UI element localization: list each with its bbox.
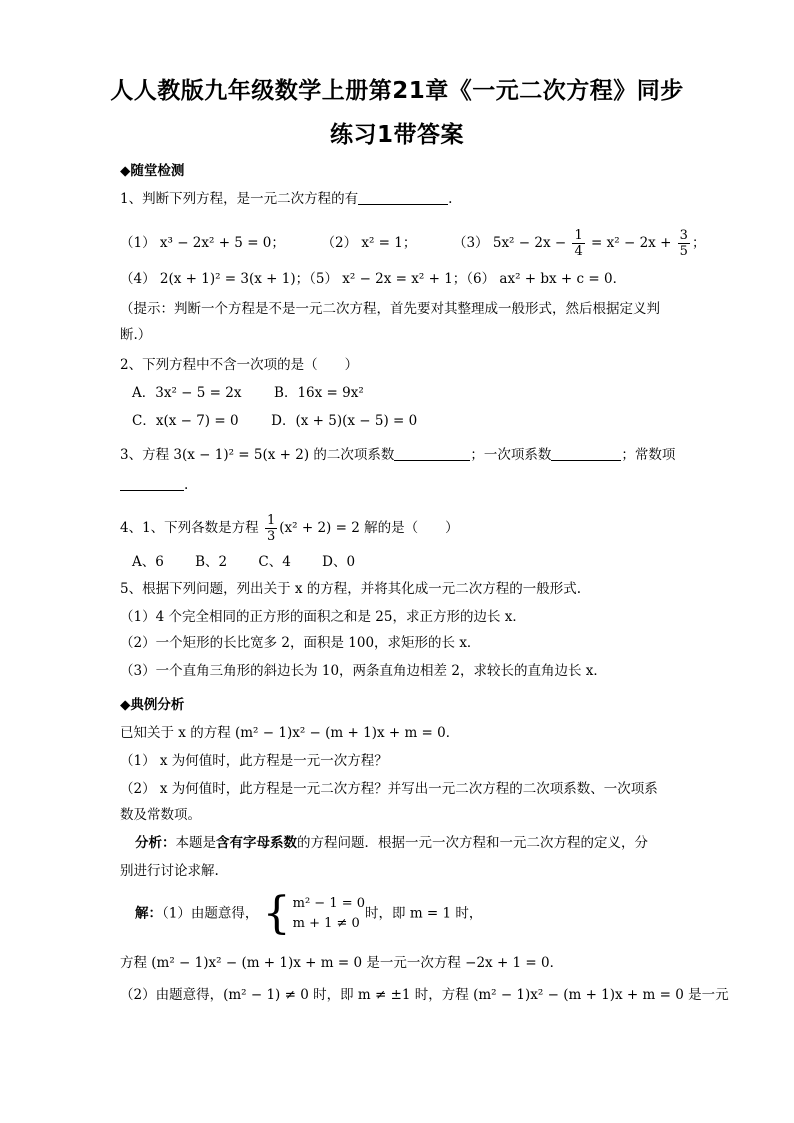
question-5-part-1: （1）4 个完全相同的正方形的面积之和是 25，求正方形的边长 x． xyxy=(120,609,526,625)
question-5-part-2: （2）一个矩形的长比宽多 2，面积是 100，求矩形的长 x． xyxy=(120,635,481,651)
fraction-three-fifths: $\frac{3}{5}$ xyxy=(679,228,688,259)
example-part-1: （1） x 为何值时，此方程是一元一次方程？ xyxy=(120,753,388,769)
question-1-row2: （4） 2(x + 1)² = 3(x + 1)；（5） x² − 2x = x² + 1；（6） ax² + bx + c = 0． xyxy=(120,271,627,287)
solution-line2: 方程 (m² − 1)x² − (m + 1)x + m = 0 是一元一次方程 −2x + 1 = 0． xyxy=(120,955,564,971)
document-title-line2: 练习1带答案 xyxy=(329,122,464,148)
question-5-stem: 5、根据下列问题，列出关于 x 的方程，并将其化成一元二次方程的一般形式. xyxy=(120,581,582,597)
option-c: C．x(x − 7) = 0 xyxy=(132,413,239,429)
equation-2: （2） x² = 1； xyxy=(321,235,417,251)
question-1-stem xyxy=(120,190,452,208)
analysis-line2: 别进行讨论求解. xyxy=(120,863,219,879)
question-1-text: 1、判断下列方程，是一元二次方程的有 xyxy=(120,191,359,207)
question-2-stem: 2、下列方程中不含一次项的是（ ） xyxy=(120,357,359,373)
question-4-options: A、6 B、2 C、4 D、0 xyxy=(132,554,356,570)
question-1-hint-line1: （提示：判断一个方程是不是一元二次方程，首先要对其整理成一般形式，然后根据定义判 xyxy=(120,301,660,317)
question-2-options-row2 xyxy=(132,412,417,430)
answer-blank xyxy=(394,446,470,461)
example-part-2-line2: 数及常数项。 xyxy=(120,807,201,823)
solution-line1: 解：（1）由题意得， { m² − 1 = 0 m + 1 ≠ 0 时，即 m = 1 时， xyxy=(135,888,483,939)
question-1-end: . xyxy=(448,191,453,207)
answer-blank xyxy=(358,190,448,205)
option-a: A．3x² − 5 = 2x xyxy=(132,385,242,401)
example-part-2-line1: （2） x 为何值时，此方程是一元二次方程？并写出一元二次方程的二次项系数、一次项系 xyxy=(120,781,658,797)
fraction-one-third: $\frac{1}{3}$ xyxy=(266,513,276,544)
solution-line3: （2）由题意得，(m² − 1) ≠ 0 时，即 m ≠ ±1 时，方程 (m² − 1)x² − (m + 1)x + m = 0 是一元 xyxy=(120,987,729,1003)
equation-system: { m² − 1 = 0 m + 1 ≠ 0 xyxy=(262,888,366,939)
option-d: D．(x + 5)(x − 5) = 0 xyxy=(271,413,418,429)
question-1-hint-line2: 断.） xyxy=(120,327,152,343)
question-5-part-3: （3）一个直角三角形的斜边长为 10，两条直角边相差 2，求较长的直角边长 x． xyxy=(120,663,607,679)
equation-1: （1） x³ − 2x² + 5 = 0； xyxy=(120,235,285,251)
section-heading-quiz: ◆随堂检测 xyxy=(120,163,185,179)
document-title-line1: 人人教版九年级数学上册第21章《一元二次方程》同步 xyxy=(110,78,684,104)
example-stem: 已知关于 x 的方程 (m² − 1)x² − (m + 1)x + m = 0． xyxy=(120,725,460,741)
answer-blank xyxy=(120,476,184,491)
option-b: B．16x = 9x² xyxy=(274,385,364,401)
analysis-emphasis: 含有字母系数 xyxy=(216,835,297,851)
equation-3: （3） 5x² − 2x − $\frac{1}{4}$ = x² − 2x + $\frac{3}{5}$ ； xyxy=(452,228,706,259)
question-2-options-row1 xyxy=(132,384,364,402)
question-3-stem: 3、方程 3(x − 1)² = 5(x + 2) 的二次项系数 ；一次项系数 ；常数项 xyxy=(120,447,676,463)
question-3-continuation: . xyxy=(120,476,188,494)
analysis-line1: 分析：本题是含有字母系数的方程问题．根据一元一次方程和一元二次方程的定义，分 xyxy=(135,835,648,851)
analysis-label: 分析： xyxy=(135,835,176,851)
solution-label: 解： xyxy=(135,905,162,922)
question-1-row1 xyxy=(120,228,705,259)
answer-blank xyxy=(551,446,621,461)
fraction-one-quarter: $\frac{1}{4}$ xyxy=(574,228,583,259)
question-4-stem: 4、1、下列各数是方程 $\frac{1}{3}$ (x² + 2) = 2 解的是（ ） xyxy=(120,513,459,544)
section-heading-example: ◆典例分析 xyxy=(120,697,185,713)
